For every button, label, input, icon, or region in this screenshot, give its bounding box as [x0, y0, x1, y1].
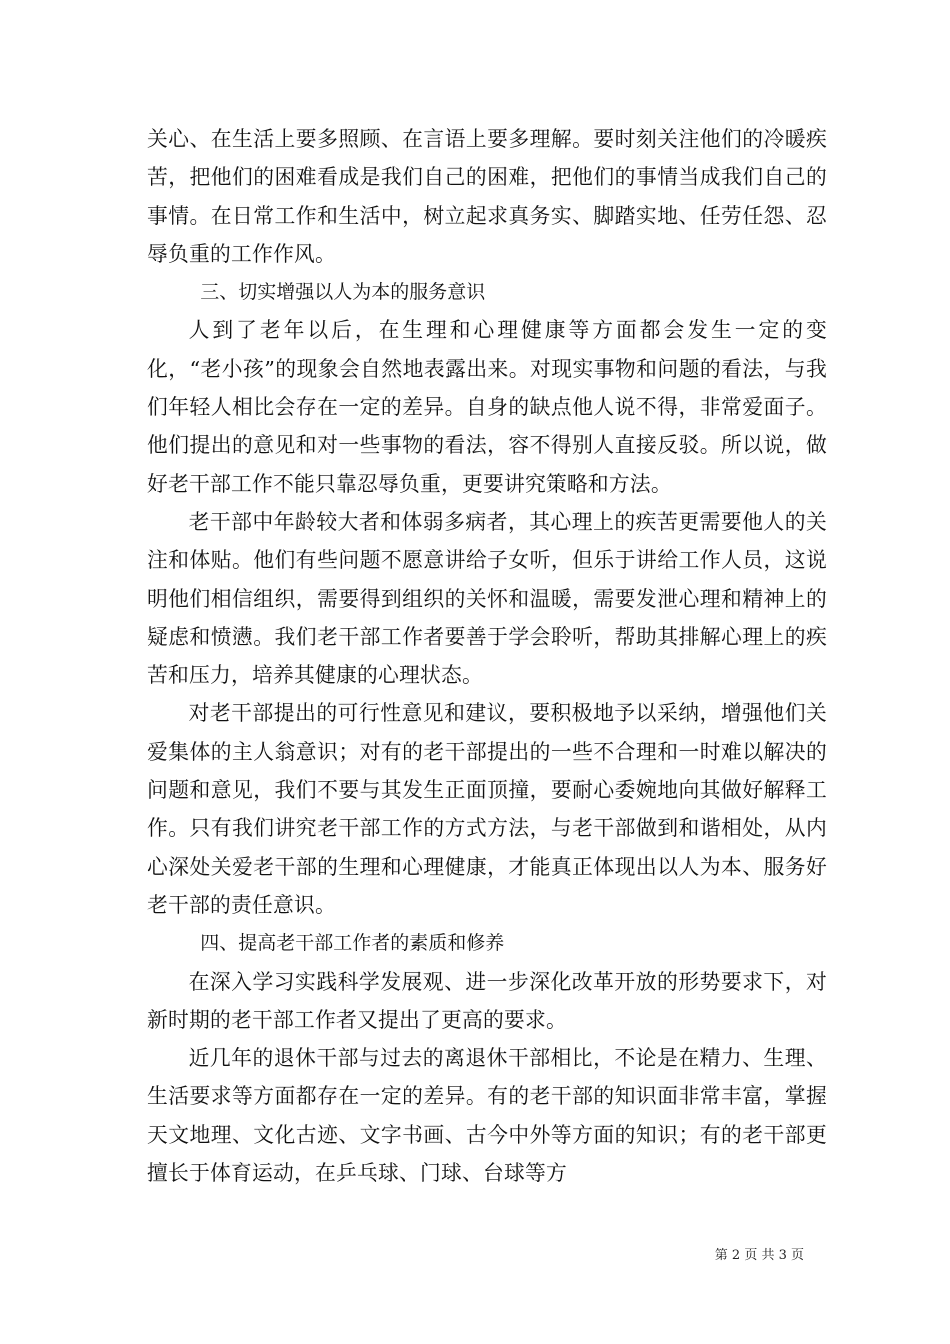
document-body: [147, 120, 827, 1192]
page-number-footer: 第 2 页 共 3 页: [714, 1248, 804, 1263]
paragraph: 对老干部提出的可行性意见和建议，要积极地予以采纳，增强他们关爱集体的主人翁意识；对有的老干部提出的一些不合理和一时难以解决的问题和意见，我们不要与其发生正面顶撞，要耐心委婉地向其做好解释工作。只有我们讲究老干部工作的方式方法，与老干部做到和谐相处，从内心深处关爱老干部的生理和心理健康，才能真正体现出以人为本、服务好老干部的责任意识。: [147, 701, 827, 917]
section-heading-4: 四、提高老干部工作者的素质和修养: [200, 932, 505, 955]
section-heading-3: 三、切实增强以人为本的服务意识: [200, 281, 486, 304]
paragraph: 在深入学习实践科学发展观、进一步深化改革开放的形势要求下，对新时期的老干部工作者又提出了更高的要求。: [147, 969, 827, 1032]
paragraph: 近几年的退休干部与过去的离退休干部相比，不论是在精力、生理、生活要求等方面都存在一定的差异。有的老干部的知识面非常丰富，掌握天文地理、文化古迹、文字书画、古今中外等方面的知识；有的老干部更擅长于体育运动，在乒乓球、门球、台球等方: [147, 1046, 827, 1186]
paragraph-continuation: 关心、在生活上要多照顾、在言语上要多理解。要时刻关注他们的冷暖疾苦，把他们的困难看成是我们自己的困难，把他们的事情当成我们自己的事情。在日常工作和生活中，树立起求真务实、脚踏实地、任劳任怨、忍辱负重的工作作风。: [147, 127, 827, 266]
paragraph: 人到了老年以后，在生理和心理健康等方面都会发生一定的变化，“老小孩”的现象会自然地表露出来。对现实事物和问题的看法，与我们年轻人相比会存在一定的差异。自身的缺点他人说不得，非常爱面子。他们提出的意见和对一些事物的看法，容不得别人直接反驳。所以说，做好老干部工作不能只靠忍辱负重，更要讲究策略和方法。: [147, 318, 827, 496]
paragraph: 老干部中年龄较大者和体弱多病者，其心理上的疾苦更需要他人的关注和体贴。他们有些问题不愿意讲给子女听，但乐于讲给工作人员，这说明他们相信组织，需要得到组织的关怀和温暖，需要发泄心理和精神上的疑虑和愤懑。我们老干部工作者要善于学会聆听，帮助其排解心理上的疾苦和压力，培养其健康的心理状态。: [147, 509, 827, 688]
